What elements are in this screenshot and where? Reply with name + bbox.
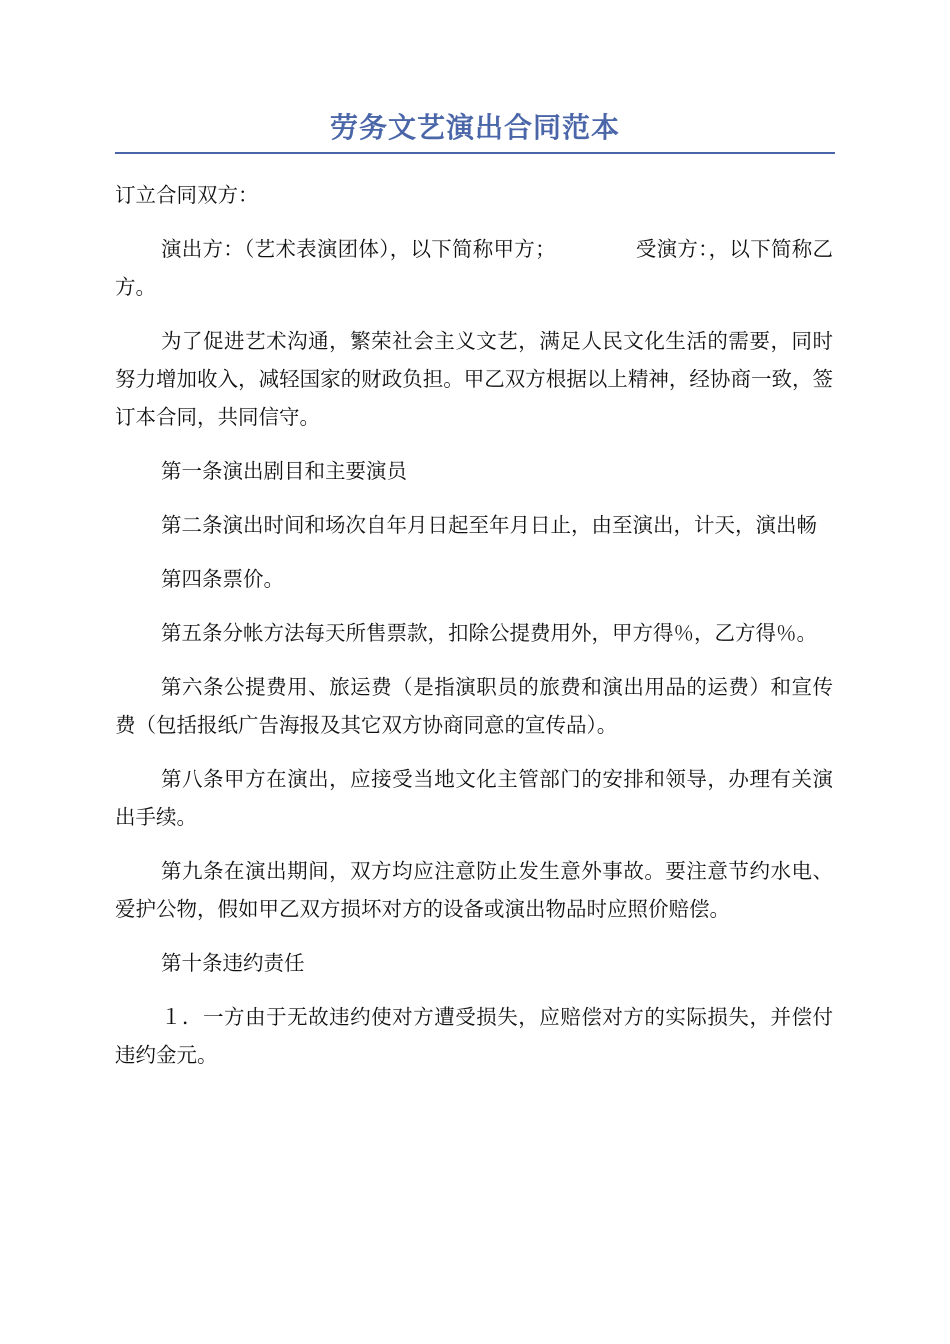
document-title: 劳务文艺演出合同范本	[329, 111, 620, 144]
article-4: 第四条票价。	[161, 567, 284, 591]
article-5: 第五条分帐方法每天所售票款，扣除公提费用外，甲方得％，乙方得％。	[161, 621, 817, 645]
article-1: 第一条演出剧目和主要演员	[161, 459, 407, 483]
article-6: 第六条公提费用、旅运费（是指演职员的旅费和演出用品的运费）和宣传费（包括报纸广告海报及其它双方协商同意的宣传品）。	[115, 675, 833, 737]
parties-heading: 订立合同双方：	[115, 183, 259, 207]
title-block	[115, 108, 835, 154]
document-body	[115, 176, 833, 1090]
article-8: 第八条甲方在演出，应接受当地文化主管部门的安排和领导，办理有关演出手续。	[115, 767, 833, 829]
receiver-party: 受演方：，以下简称乙方。	[115, 237, 834, 299]
article-2: 第二条演出时间和场次自年月日起至年月日止，由至演出，计天，演出畅	[161, 513, 817, 537]
article-10: 第十条违约责任	[161, 951, 305, 975]
purpose-paragraph: 为了促进艺术沟通，繁荣社会主义文艺，满足人民文化生活的需要，同时努力增加收入，减轻国家的财政负担。甲乙双方根据以上精神，经协商一致，签订本合同，共同信守。	[115, 329, 833, 429]
title-underline	[115, 152, 835, 154]
performer-party: 演出方：（艺术表演团体），以下简称甲方；	[161, 237, 556, 261]
parties-paragraph	[115, 230, 833, 306]
article-9: 第九条在演出期间，双方均应注意防止发生意外事故。要注意节约水电、爱护公物，假如甲乙双方损坏对方的设备或演出物品时应照价赔偿。	[115, 859, 833, 921]
article-10-clause-1: １．一方由于无故违约使对方遭受损失，应赔偿对方的实际损失，并偿付违约金元。	[115, 1005, 833, 1067]
